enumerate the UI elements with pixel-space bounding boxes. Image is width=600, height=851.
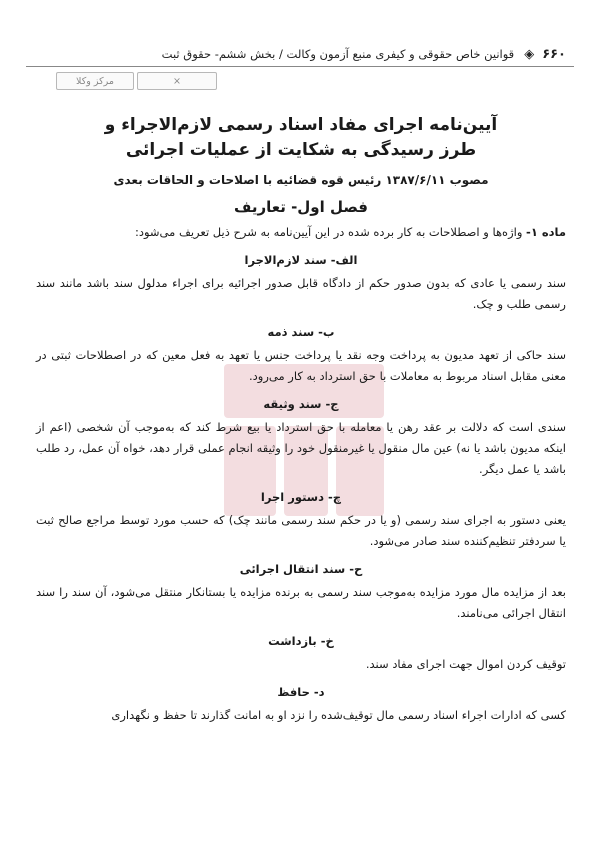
ornament-icon: ◈ <box>524 46 535 62</box>
definition-title: د- حافظ <box>277 685 325 699</box>
document-subtitle: مصوب ۱۳۸۷/۶/۱۱ رئیس قوه قضائیه با اصلاحات و الحاقات بعدی <box>113 173 489 187</box>
close-button[interactable]: × <box>137 72 217 90</box>
brand-tab[interactable]: مرکز وکلا <box>56 72 134 90</box>
definition-title: چ- دستور اجرا <box>260 490 342 504</box>
definition-body: سند رسمی یا عادی که بدون صدور حکم از دادگاه قابل صدور اجرائیه برای اجراء مدلول سند باشد مانند سند رسمی طلب و چک. <box>36 276 566 311</box>
header-divider <box>26 66 574 67</box>
definition-body: کسی که ادارات اجراء اسناد رسمی مال توقیف‌شده را نزد او به امانت گذارند تا حفظ و نگهداری <box>111 708 566 722</box>
definition-body: سندی است که دلالت بر عقد رهن یا معامله با حق استرداد یا بیع شرط کند که به‌موجب آن شخصی (اعم از اینکه مدیون باشد یا نه) عین مال منقول یا غیرمنقول خود را وثیقه انجام عملی قرار دهد، خواه آن عمل، رد طلب باشد یا عمل دیگر. <box>36 420 566 476</box>
definition-title: خ- بازداشت <box>268 634 334 648</box>
definition-title: ج- سند وثیقه <box>263 397 339 411</box>
article-text: واژه‌ها و اصطلاحات به کار برده شده در این آیین‌نامه به شرح ذیل تعریف می‌شود: <box>134 225 523 239</box>
chapter-heading: فصل اول- تعاریف <box>233 198 368 216</box>
running-header <box>26 44 566 64</box>
article-label: ماده ۱- <box>526 225 566 239</box>
definition-title: ح- سند انتقال اجرائی <box>239 562 363 576</box>
definition-body: بعد از مزایده مال مورد مزایده به‌موجب سند رسمی به برنده مزایده یا بستانکار منتقل می‌شود، آن سند را سند انتقال اجرائی می‌نامند. <box>36 585 566 620</box>
top-tabs <box>56 72 217 90</box>
definition-body: سند حاکی از تعهد مدیون به پرداخت وجه نقد یا پرداخت جنس یا تعهد به فعل معین که در اصطلاحات ثبتی در معنی مقابل اسناد مربوط به معاملات با حق استرداد به کار می‌رود. <box>36 348 566 383</box>
article-1 <box>36 222 566 243</box>
definition-title: الف- سند لازم‌الاجرا <box>244 253 358 267</box>
document-title: آیین‌نامه اجرای مفاد اسناد رسمی لازم‌الاجراء و طرز رسیدگی به شکایت از عملیات اجرائی <box>104 115 498 160</box>
definition-body: توقیف کردن اموال جهت اجرای مفاد سند. <box>365 657 566 671</box>
definition-title: ب- سند ذمه <box>267 325 335 339</box>
page-content <box>36 113 566 726</box>
definition-body: یعنی دستور به اجرای سند رسمی (و یا در حکم سند رسمی مانند چک) که حسب مورد توسط مراجع صالح ثبت یا سردفتر تنظیم‌کننده سند صادر می‌شود. <box>36 513 566 548</box>
page-number: ۶۶۰ <box>542 46 566 62</box>
running-title: قوانین خاص حقوقی و کیفری منبع آزمون وکالت / بخش ششم- حقوق ثبت <box>161 47 515 61</box>
